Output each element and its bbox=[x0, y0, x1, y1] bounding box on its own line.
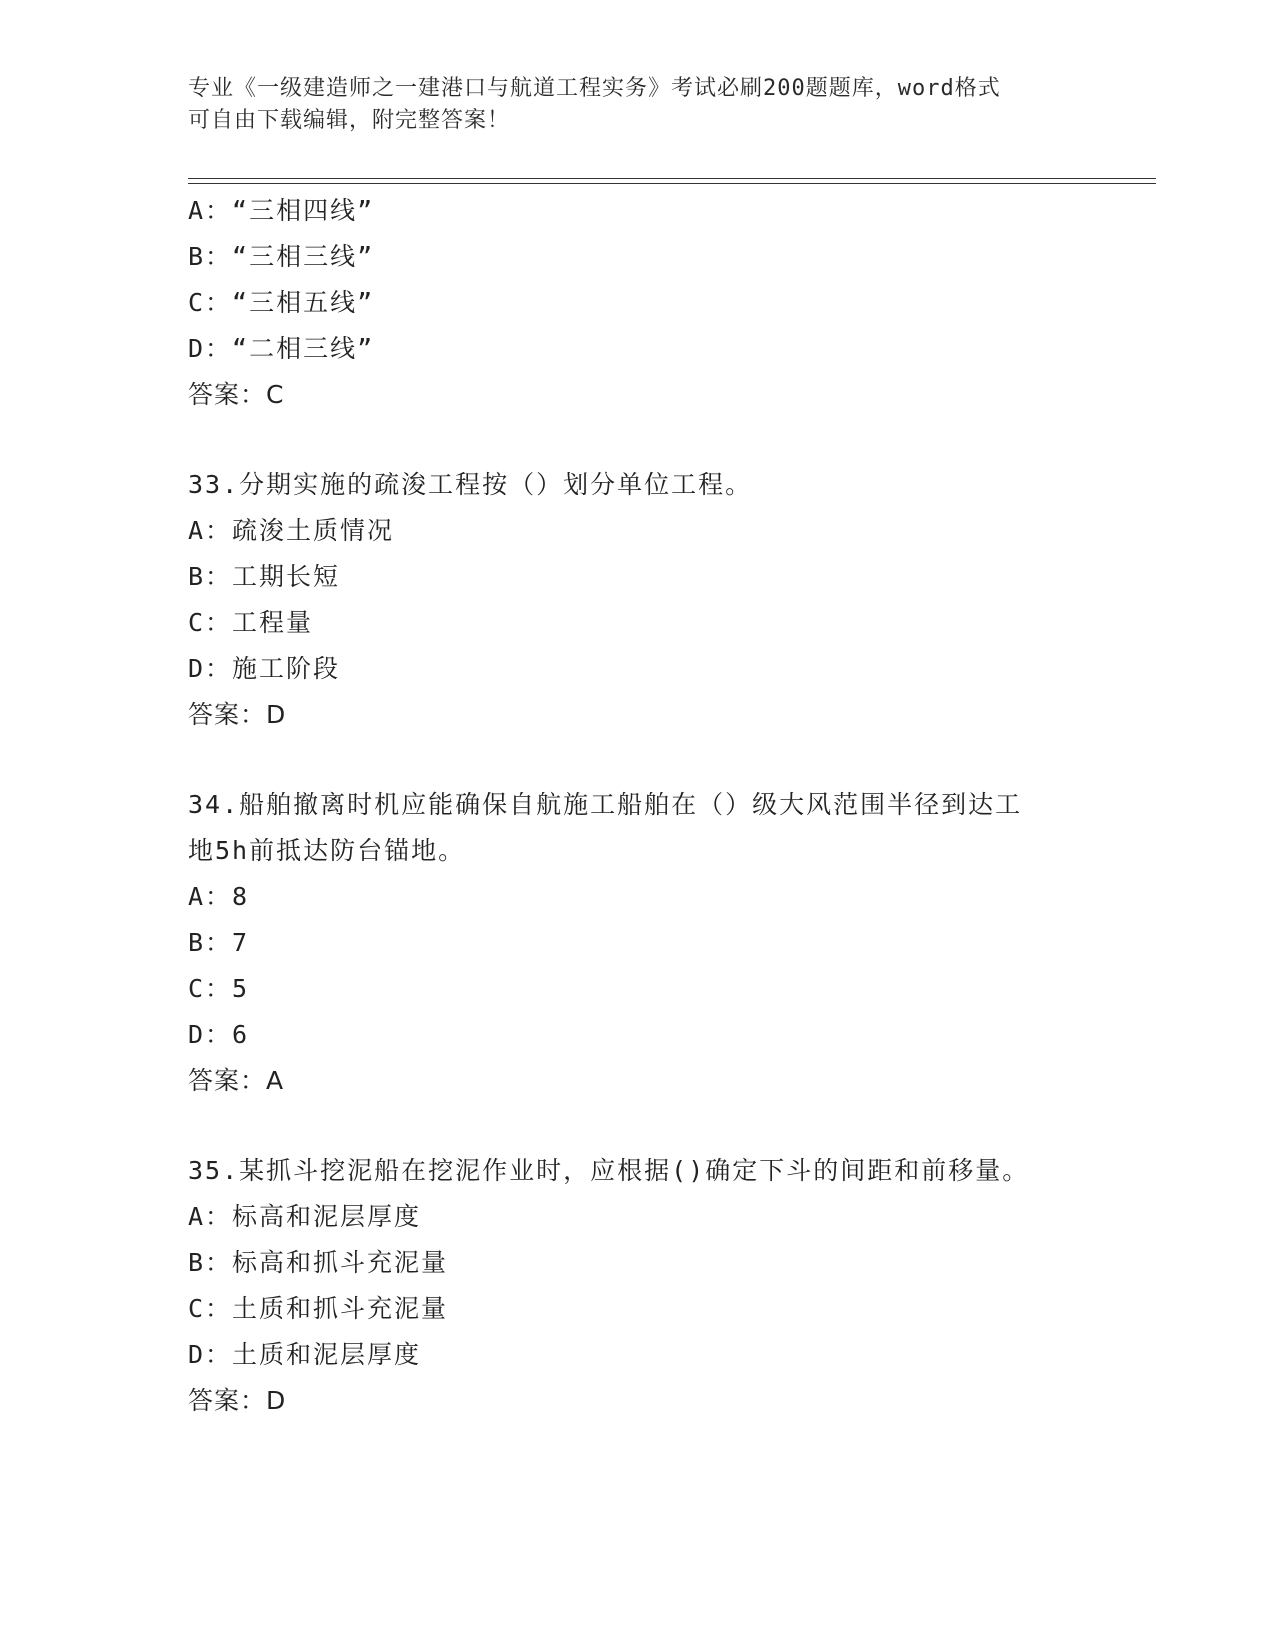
answer-key: 答案：A bbox=[188, 1066, 285, 1095]
option-c: C：土质和抓斗充泥量 bbox=[188, 1294, 449, 1323]
question-stem: 33.分期实施的疏浚工程按（）划分单位工程。 bbox=[188, 470, 753, 499]
option-b: B：“三相三线” bbox=[188, 242, 375, 271]
option-c: C：5 bbox=[188, 974, 250, 1003]
option-a: A：“三相四线” bbox=[188, 196, 375, 225]
option-b: B：标高和抓斗充泥量 bbox=[188, 1248, 449, 1277]
option-c: C：工程量 bbox=[188, 608, 314, 637]
question-spacer bbox=[188, 418, 1088, 462]
question-34 bbox=[188, 782, 1088, 1104]
question-spacer bbox=[188, 1104, 1088, 1148]
answer-key: 答案：D bbox=[188, 700, 287, 729]
option-d: D：6 bbox=[188, 1020, 250, 1049]
page-header bbox=[188, 73, 1088, 137]
question-32 bbox=[188, 188, 1088, 418]
option-b: B：工期长短 bbox=[188, 562, 341, 591]
header-title-line-1: 专业《一级建造师之一建港口与航道工程实务》考试必刷200题题库，word格式 bbox=[188, 76, 1001, 101]
header-divider-bottom bbox=[188, 183, 1156, 184]
option-a: A：疏浚土质情况 bbox=[188, 516, 395, 545]
header-divider-top bbox=[188, 178, 1156, 179]
option-c: C：“三相五线” bbox=[188, 288, 375, 317]
option-a: A：8 bbox=[188, 882, 250, 911]
option-d: D：土质和泥层厚度 bbox=[188, 1340, 422, 1369]
question-stem: 35.某抓斗挖泥船在挖泥作业时，应根据()确定下斗的间距和前移量。 bbox=[188, 1156, 1030, 1185]
option-d: D：“二相三线” bbox=[188, 334, 375, 363]
option-b: B：7 bbox=[188, 928, 250, 957]
question-list bbox=[188, 188, 1088, 1424]
option-d: D：施工阶段 bbox=[188, 654, 341, 683]
question-stem-line-2: 地5h前抵达防台锚地。 bbox=[188, 836, 466, 865]
question-stem-line-1: 34.船舶撤离时机应能确保自航施工船舶在（）级大风范围半径到达工 bbox=[188, 790, 1023, 819]
header-title-line-2: 可自由下载编辑，附完整答案！ bbox=[188, 108, 511, 133]
question-spacer bbox=[188, 738, 1088, 782]
answer-key: 答案：D bbox=[188, 1386, 287, 1415]
option-a: A：标高和泥层厚度 bbox=[188, 1202, 422, 1231]
question-33 bbox=[188, 462, 1088, 738]
question-35 bbox=[188, 1148, 1088, 1424]
answer-key: 答案：C bbox=[188, 380, 285, 409]
